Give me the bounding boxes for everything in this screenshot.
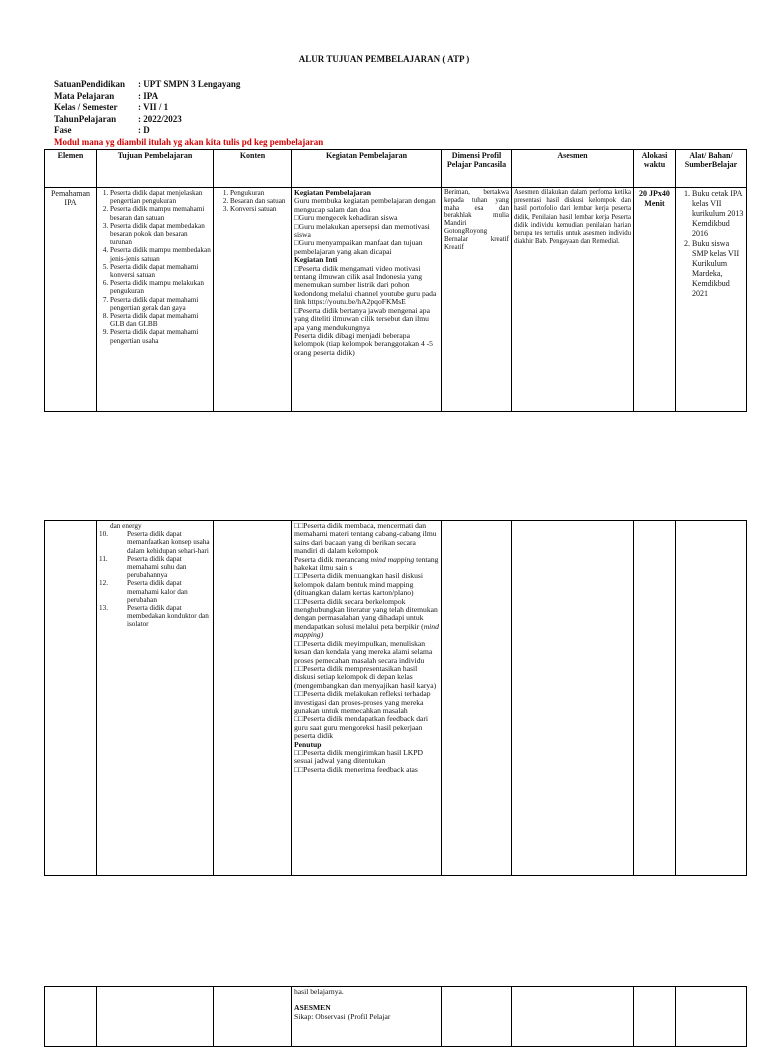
activity-line: □□Peserta didik melakukan refleksi terhadap investigasi dan proses-proses yang mereka gunakan untuk memecahkan masalah xyxy=(294,689,431,715)
cell-konten xyxy=(214,188,292,412)
header-elemen: Elemen xyxy=(45,150,97,188)
list-item: 5. Peserta didik dapat memahami konversi satuan xyxy=(110,263,211,279)
cell-konten xyxy=(214,521,292,876)
header-dimensi: Dimensi Profil Pelajar Pancasila xyxy=(442,150,512,188)
section-heading: Kegiatan Inti xyxy=(294,255,338,265)
alat-list xyxy=(678,189,744,299)
list-item: 1. Pengukuran xyxy=(230,189,289,197)
cell-tujuan xyxy=(97,521,214,876)
list-number: 13. xyxy=(99,604,108,613)
list-number: 10. xyxy=(99,530,108,539)
activity-line: □□Peserta didik menerima feedback atas xyxy=(294,764,418,774)
list-number: 12. xyxy=(99,579,108,588)
document-info xyxy=(54,79,323,148)
list-item: 3. Konversi satuan xyxy=(230,205,289,213)
section-heading: Penutup xyxy=(294,739,322,749)
cell-elemen xyxy=(45,521,97,876)
red-note: Modul mana yg diambil itulah yg akan kita tulis pd keg pembelajaran xyxy=(54,136,324,147)
asesmen-title: ASESMEN xyxy=(294,1003,331,1013)
activity-line: □Peserta didik bertanya jawab mengenai apa yang diteliti ilmuwan cilik tersebut dan ilmu apa yang mendukungnya xyxy=(294,305,430,332)
activity-line: □Guru mengecek kehadiran siswa xyxy=(294,213,398,223)
list-text: Peserta didik dapat memahami kalor dan perubahan xyxy=(127,579,188,604)
cell-alokasi: 20 JPx40 Menit xyxy=(634,188,676,412)
info-row: SatuanPendidikan : UPT SMPN 3 Lengayang xyxy=(54,79,241,89)
cell-konten xyxy=(214,987,292,1047)
atp-table-page-2 xyxy=(44,520,747,876)
info-row: Fase : D xyxy=(54,125,150,135)
activity-line: □Peserta didik mengamati video motivasi tentang ilmuwan cilik asal Indonesia yang menemukan sumber listrik dari pohon kedondong melalui channel youtube guru pada link https://youtu.be/hA2pqoFKMsE xyxy=(294,263,437,307)
cell-asesmen xyxy=(512,987,634,1047)
cell-asesmen: Asesmen dilakukan dalam perfoma ketika presentasi hasil diskusi kelompok dan hasil portofolio dari lembar kerja peserta didik, Penilaian hasil lembar kerja Peserta didik individu kemudian penilaian harian berupa tes tertulis untuk asesmen individu diakhir Bab. Pengayaan dan Remedial. xyxy=(512,188,634,412)
list-item: 1. Peserta didik dapat menjelaskan pengertian pengukuran xyxy=(110,189,211,205)
list-text: Peserta didik dapat membedakan konduktor dan isolator xyxy=(127,604,209,629)
list-item: 1. Buku cetak IPA kelas VII kurikulum 2013 Kemdikbud 2016 xyxy=(692,189,744,239)
list-item: 2. Buku siswa SMP kelas VII Kurikulum Mardeka, Kemdikbud 2021 xyxy=(692,239,744,299)
tujuan-list xyxy=(99,530,211,628)
header-tujuan: Tujuan Pembelajaran xyxy=(97,150,214,188)
activity-line: □□Peserta didik mempresentasikan hasil diskusi setiap kelompok di depan kelas (mengembangkan dan menyajikan hasil karya) xyxy=(294,663,437,690)
list-item xyxy=(99,530,211,555)
cell-kegiatan xyxy=(292,987,442,1047)
list-item: 4. Peserta didik mampu membedakan jenis-jenis satuan xyxy=(110,246,211,262)
list-item: 6. Peserta didik mampu melakukan pengukuran xyxy=(110,279,211,295)
cell-alokasi xyxy=(634,987,676,1047)
activity-line: Peserta didik dibagi menjadi beberapa kelompok (tiap kelompok beranggotakan 4 -5 orang peserta didik) xyxy=(294,330,433,357)
activity-line: Peserta didik merancang mind mapping tentang hakekat ilmu sain s xyxy=(294,554,439,573)
cell-tujuan xyxy=(97,188,214,412)
activity-line: □□Peserta didik meyimpulkan, menuliskan kesan dan kendala yang mereka alami selama proses pemecahan masalah secara individu xyxy=(294,638,433,665)
asesmen-line: Sikap: Observasi (Profil Pelajar xyxy=(294,1011,391,1021)
list-item xyxy=(99,555,211,580)
list-text: Peserta didik dapat memanfaatkan konsep usaha dalam kehidupan sehari-hari xyxy=(127,530,210,555)
tujuan-list xyxy=(99,189,211,345)
list-item: 8. Peserta didik dapat memahami GLB dan GLBB xyxy=(110,312,211,328)
cell-alat xyxy=(676,987,747,1047)
cell-tujuan xyxy=(97,987,214,1047)
page-title: ALUR TUJUAN PEMBELAJARAN ( ATP ) xyxy=(298,54,470,64)
list-item: 2. Peserta didik mampu memahami besaran dan satuan xyxy=(110,205,211,221)
list-number: 11. xyxy=(99,554,108,563)
activity-line: □Guru melakukan apersepsi dan memotivasi siswa xyxy=(294,221,430,240)
cell-elemen: Pemahaman IPA xyxy=(45,188,97,412)
activity-line: Guru membuka kegiatan pembelajaran dengan mengucap salam dan doa xyxy=(294,196,436,214)
cell-alat xyxy=(676,521,747,876)
list-item xyxy=(99,579,211,604)
list-item xyxy=(99,604,211,629)
activity-line: □□Peserta didik mengirimkan hasil LKPD sesuai jadwal yang ditentukan xyxy=(294,747,423,766)
emphasis: mind mapping) xyxy=(294,621,439,640)
header-alokasi: Alokasi waktu xyxy=(634,150,676,188)
cell-asesmen xyxy=(512,521,634,876)
cell-kegiatan xyxy=(292,188,442,412)
konten-list xyxy=(216,189,289,214)
list-item: 9. Peserta didik dapat memahami pengertian usaha xyxy=(110,328,211,344)
cell-dimensi xyxy=(442,521,512,876)
cell-dimensi xyxy=(442,987,512,1047)
header-asesmen: Asesmen xyxy=(512,150,634,188)
header-konten: Konten xyxy=(214,150,292,188)
header-alat: Alat/ Bahan/ SumberBelajar xyxy=(676,150,747,188)
list-text: Peserta didik dapat memahami suhu dan perubahannya xyxy=(127,554,187,580)
kegiatan-cont: hasil belajarnya. xyxy=(294,987,344,996)
activity-line: □□Peserta didik menuangkan hasil diskusi kelompok dalam bentuk mind mapping (dituangkan dalam kertas karton/plano) xyxy=(294,571,423,598)
activity-line: □□Peserta didik membaca, mencermati dan memahami materi tentang cabang-cabang ilmu sains dari bacaan yang di berikan secara mandiri di dalam kelompok xyxy=(294,521,437,556)
info-row: Mata Pelajaran : IPA xyxy=(54,90,159,101)
activity-line: □□Peserta didik mendapatkan feedback dari guru saat guru mengoreksi hasil pekerjaan peserta didik xyxy=(294,714,428,741)
atp-table-page-3 xyxy=(44,986,747,1047)
cell-alat xyxy=(676,188,747,412)
list-item: 3. Peserta didik dapat membedakan besaran pokok dan besaran turunan xyxy=(110,222,211,247)
tujuan-cont: dan energy xyxy=(110,522,142,530)
activity-line: □Guru menyampaikan manfaat dan tujuan pembelajaran yang akan dicapai xyxy=(294,238,423,256)
header-kegiatan: Kegiatan Pembelajaran xyxy=(292,150,442,188)
cell-dimensi: Beriman, bertakwa kepada tuhan yang maha esa dan berakhlak mulia Mandiri GotongRoyong Bernalar kreatif Kreatif xyxy=(442,188,512,412)
cell-kegiatan xyxy=(292,521,442,876)
emphasis: mind mapping xyxy=(370,554,415,564)
cell-alokasi xyxy=(634,521,676,876)
activity-line: □□Peserta didik secara berkelompok menghubungkan literatur yang telah ditemukan dengan permasalahan yang dihadapi untuk mendapatkan solusi melalui peta berpikir (mind mapping) xyxy=(294,596,439,640)
atp-table-page-1 xyxy=(44,149,747,412)
list-item: 2. Besaran dan satuan xyxy=(230,197,289,205)
info-row: TahunPelajaran : 2022/2023 xyxy=(54,113,182,124)
section-heading: Kegiatan Pembelajaran xyxy=(294,188,371,197)
cell-elemen xyxy=(45,987,97,1047)
list-item: 7. Peserta didik dapat memahami pengertian gerak dan gaya xyxy=(110,296,211,312)
info-row: Kelas / Semester : VII / 1 xyxy=(54,102,169,112)
